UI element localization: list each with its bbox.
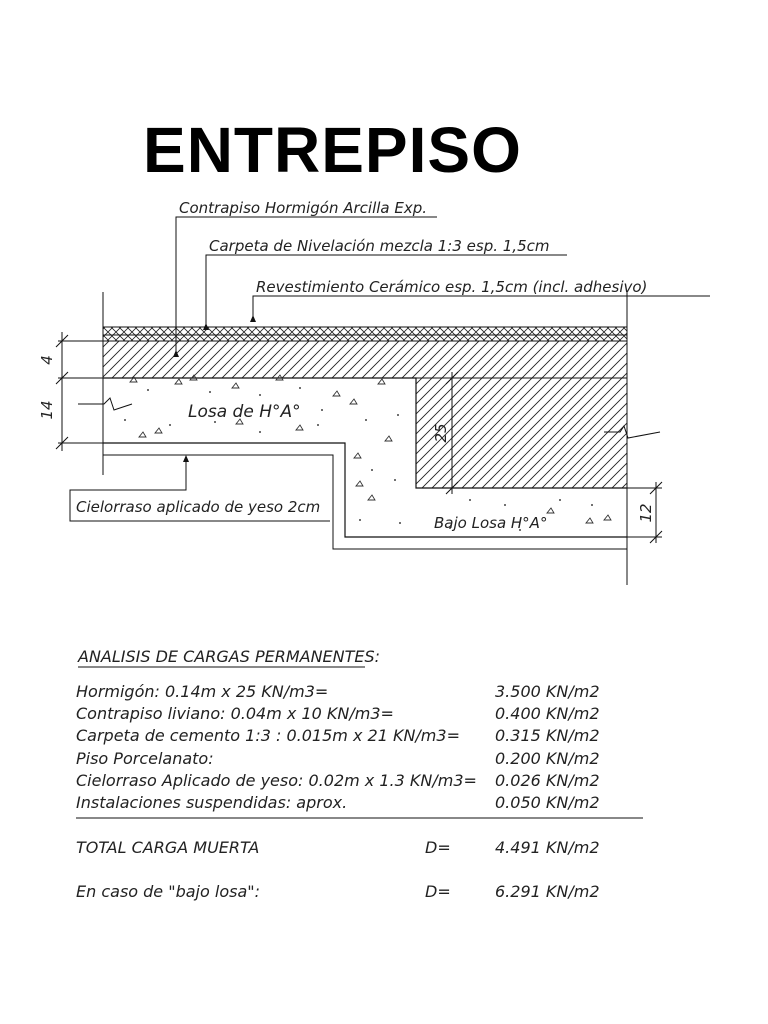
table-row-label: Carpeta de cemento 1:3 : 0.015m x 21 KN/m3= bbox=[76, 726, 460, 745]
callout-cielorraso: Cielorraso aplicado de yeso 2cm bbox=[76, 498, 321, 516]
callout-contrapiso: Contrapiso Hormigón Arcilla Exp. bbox=[179, 199, 428, 217]
table-row-value: 0.200 KN/m2 bbox=[495, 749, 600, 768]
table-row-label: Piso Porcelanato: bbox=[76, 749, 214, 768]
table-row-label: Instalaciones suspendidas: aprox. bbox=[76, 793, 348, 812]
callout-carpeta: Carpeta de Nivelación mezcla 1:3 esp. 1,5cm bbox=[209, 237, 550, 255]
dimension-25: 25 bbox=[432, 423, 450, 443]
dimension-4: 4 bbox=[38, 355, 56, 365]
drawing-title: ENTREPISO bbox=[143, 114, 522, 186]
contrapiso-layer bbox=[103, 341, 627, 378]
callout-revestimiento: Revestimiento Cerámico esp. 1,5cm (incl. adhesivo) bbox=[256, 278, 648, 296]
table-row-value: 0.026 KN/m2 bbox=[495, 771, 600, 790]
break-mark-left bbox=[78, 398, 132, 410]
bajo-losa-value: 6.291 KN/m2 bbox=[495, 882, 600, 901]
total-value: 4.491 KN/m2 bbox=[495, 838, 600, 857]
total-label: TOTAL CARGA MUERTA bbox=[76, 838, 260, 857]
table-row-label: Contrapiso liviano: 0.04m x 10 KN/m3= bbox=[76, 704, 394, 723]
table-row-value: 0.315 KN/m2 bbox=[495, 726, 600, 745]
label-losa: Losa de H°A° bbox=[188, 402, 301, 422]
table-row-value: 0.050 KN/m2 bbox=[495, 793, 600, 812]
label-bajo-losa: Bajo Losa H°A° bbox=[434, 514, 548, 532]
table-row-label: Hormigón: 0.14m x 25 KN/m3= bbox=[76, 682, 329, 701]
table-heading: ANALISIS DE CARGAS PERMANENTES: bbox=[78, 647, 381, 666]
loads-table bbox=[76, 647, 643, 901]
dimension-12: 12 bbox=[637, 503, 655, 523]
ceramic-layer bbox=[103, 327, 627, 341]
total-symbol: D= bbox=[425, 838, 451, 857]
table-row-value: 3.500 KN/m2 bbox=[495, 682, 600, 701]
bajo-losa-label: En caso de "bajo losa": bbox=[76, 882, 260, 901]
dimension-14: 14 bbox=[38, 400, 56, 420]
bajo-losa-symbol: D= bbox=[425, 882, 451, 901]
table-row-label: Cielorraso Aplicado de yeso: 0.02m x 1.3 KN/m3= bbox=[76, 771, 477, 790]
table-row-value: 0.400 KN/m2 bbox=[495, 704, 600, 723]
